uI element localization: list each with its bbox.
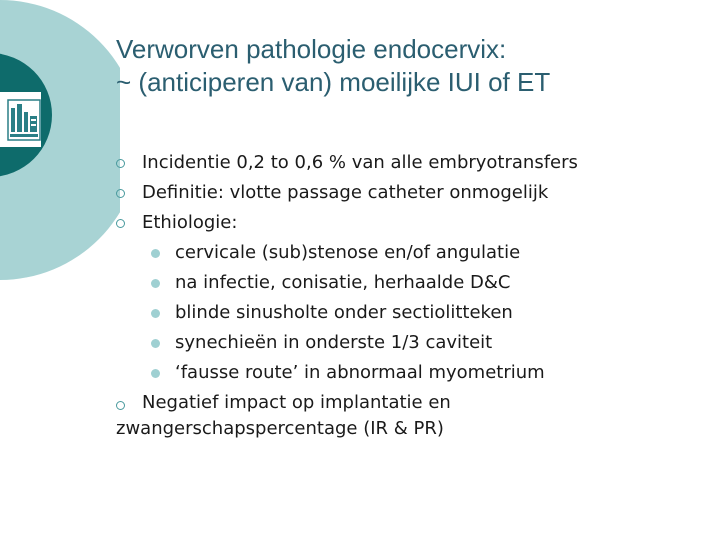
slide-title <box>116 33 706 99</box>
dot-bullet-icon <box>151 369 160 378</box>
ring-bullet-icon <box>116 401 125 410</box>
sub-bullet-text: blinde sinusholte onder sectiolitteken <box>175 302 513 323</box>
bullet-text-line-2: zwangerschapspercentage (IR & PR) <box>116 418 444 439</box>
sub-bullet-text: ‘fausse route’ in abnormaal myometrium <box>175 362 545 383</box>
bullet-text: Definitie: vlotte passage catheter onmogelijk <box>142 182 549 203</box>
bullet-definitie <box>116 178 716 208</box>
title-line-2: ~ (anticiperen van) moeilijke IUI of ET <box>116 67 551 97</box>
bullet-text: Incidentie 0,2 to 0,6 % van alle embryotransfers <box>142 152 578 173</box>
dot-bullet-icon <box>151 309 160 318</box>
ring-bullet-icon <box>116 189 125 198</box>
sub-bullet-fausse-route <box>116 358 716 388</box>
dot-bullet-icon <box>151 279 160 288</box>
sub-bullet-infectie <box>116 268 716 298</box>
bullet-text: Ethiologie: <box>142 212 238 233</box>
title-line-1: Verworven pathologie endocervix: <box>116 34 507 64</box>
bullet-text-line-1: Negatief impact op implantatie en <box>142 392 451 413</box>
sub-bullet-sinusholte <box>116 298 716 328</box>
sub-bullet-text: na infectie, conisatie, herhaalde D&C <box>175 272 511 293</box>
ring-bullet-icon <box>116 219 125 228</box>
building-logo-icon <box>7 99 41 141</box>
sub-bullet-synechieen <box>116 328 716 358</box>
dot-bullet-icon <box>151 249 160 258</box>
bullet-negatief-impact <box>116 388 716 442</box>
bullet-incidentie <box>116 148 716 178</box>
sub-bullet-stenose <box>116 238 716 268</box>
decorative-circles <box>0 0 120 300</box>
bullet-list <box>116 148 716 442</box>
ring-bullet-icon <box>116 159 125 168</box>
bullet-ethiologie <box>116 208 716 238</box>
dot-bullet-icon <box>151 339 160 348</box>
sub-bullet-text: cervicale (sub)stenose en/of angulatie <box>175 242 521 263</box>
sub-bullet-text: synechieën in onderste 1/3 caviteit <box>175 332 493 353</box>
